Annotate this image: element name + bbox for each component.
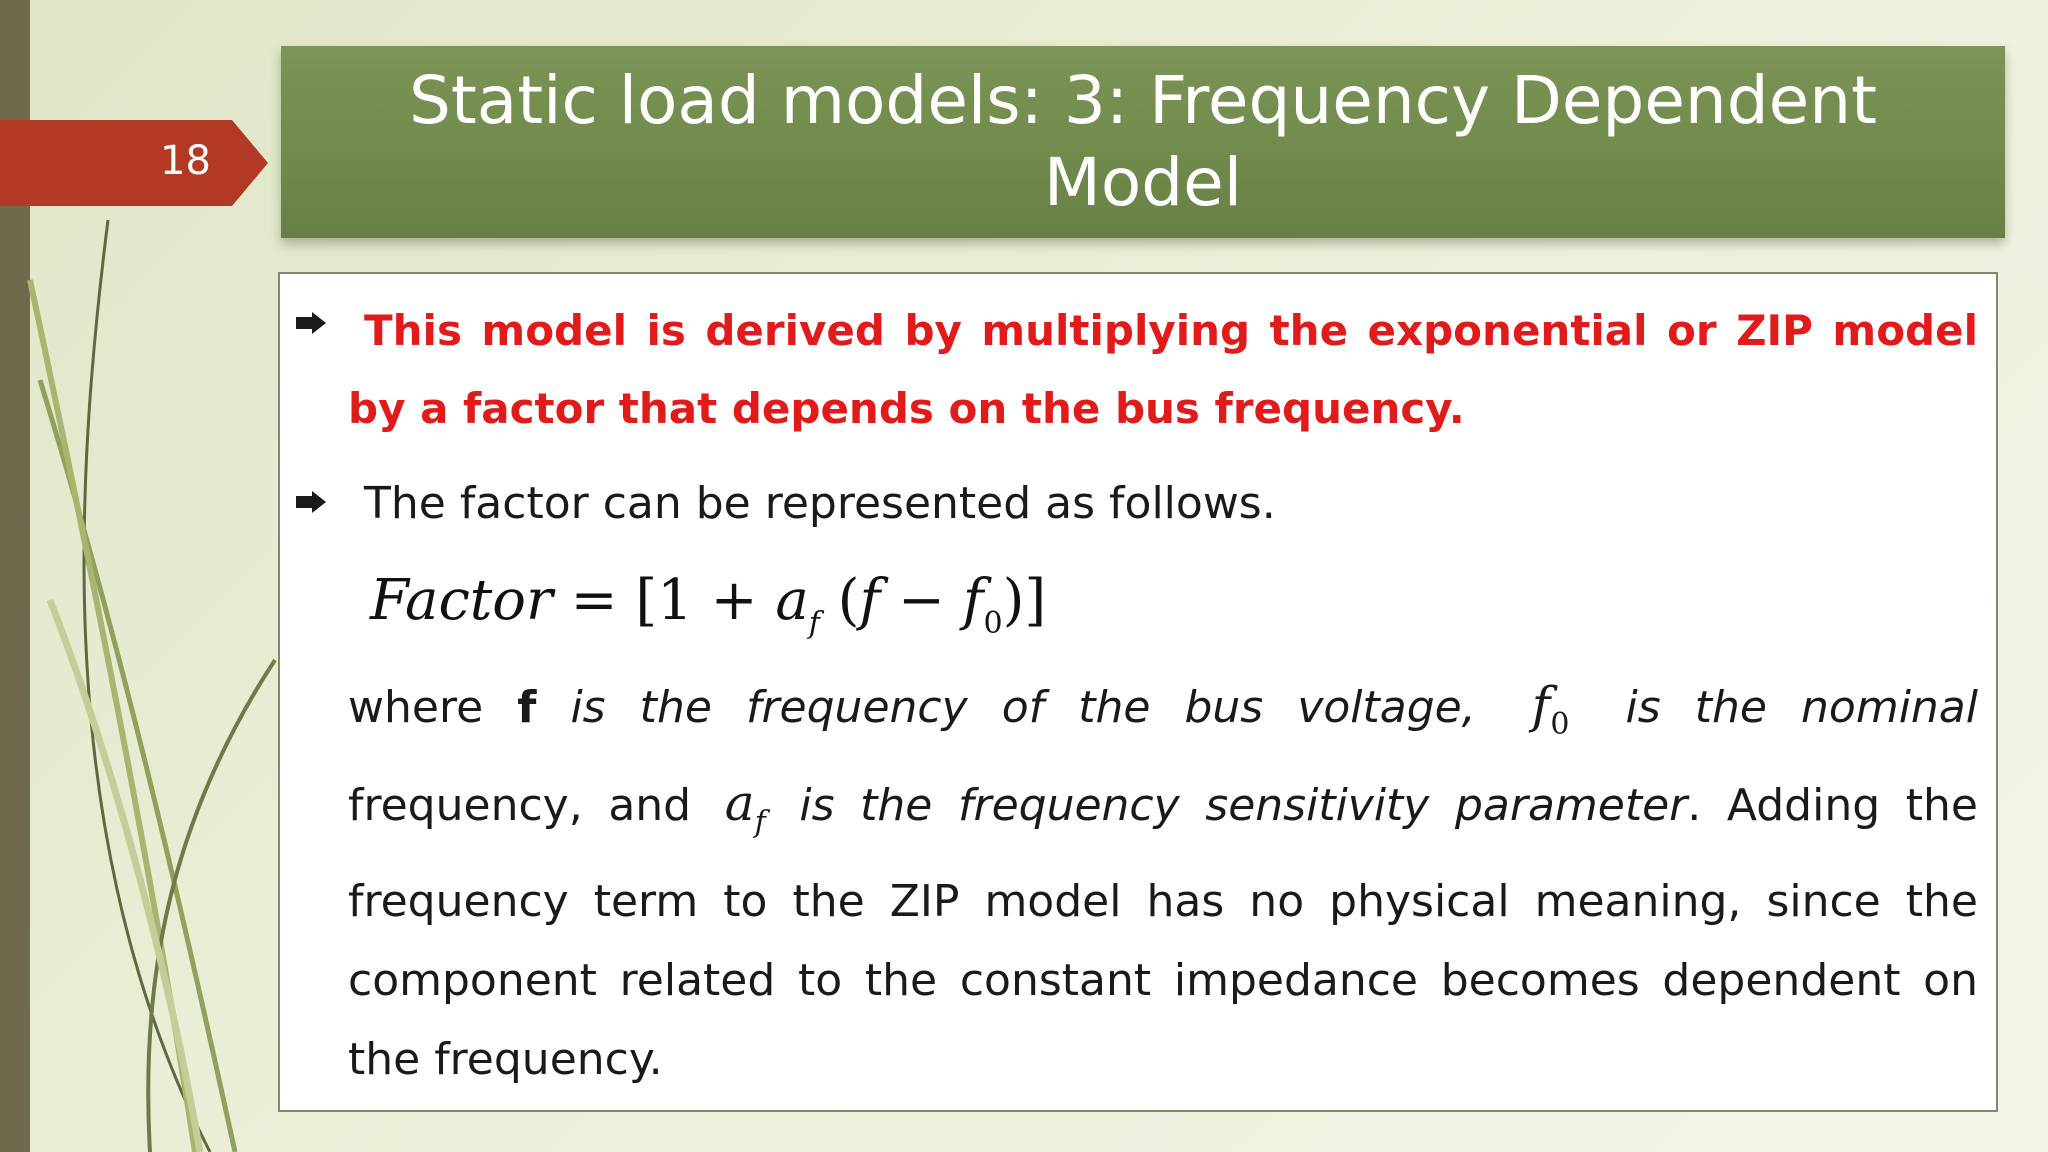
formula-open: ( <box>819 568 860 633</box>
symbol-af-sub: f <box>754 805 766 840</box>
para-text-4: frequency, and <box>348 780 692 831</box>
arrow-bullet-icon <box>296 491 326 513</box>
formula-lhs: Factor <box>370 568 553 633</box>
factor-formula <box>370 568 1046 641</box>
formula-close: )] <box>1002 568 1047 633</box>
slide-number: 18 <box>160 138 211 184</box>
para-text-6: . Adding the frequency term to the ZIP model has no physical meaning, since the component related to the constant impedance becomes dependent on the frequency. <box>348 780 1978 1085</box>
arrow-bullet-icon <box>296 312 326 334</box>
formula-a: a <box>775 568 809 633</box>
para-text-1: where <box>348 682 518 733</box>
bullet-2-text: The factor can be represented as follows. <box>364 478 1276 529</box>
formula-f0-sub: 0 <box>983 606 1003 641</box>
formula-f: f <box>859 568 881 633</box>
symbol-f0 <box>1531 676 1570 742</box>
slide-number-tab <box>0 120 268 206</box>
explanation-paragraph <box>348 666 1978 1099</box>
formula-a-sub: f <box>808 606 820 641</box>
formula-eq: = [1 + <box>552 568 776 633</box>
bullet-1-text: This model is derived by multiplying the exponential or ZIP model by a factor that depends on the bus frequency. <box>348 306 1978 433</box>
symbol-f0-base: f <box>1531 676 1551 734</box>
formula-minus: − <box>880 568 963 633</box>
symbol-af-base: a <box>724 774 755 832</box>
title-banner <box>281 46 2005 238</box>
para-text-2: is the frequency of the bus voltage, <box>536 682 1476 733</box>
formula-f0: f <box>962 568 984 633</box>
para-f-bold: f <box>517 682 537 733</box>
symbol-f0-sub: 0 <box>1550 707 1570 742</box>
slide-title: Static load models: 3: Frequency Dependent Model <box>409 62 1877 221</box>
para-text-5: is the frequency sensitivity parameter <box>799 780 1688 831</box>
symbol-af <box>724 774 766 840</box>
para-text-3: is the nominal <box>1625 682 1978 733</box>
